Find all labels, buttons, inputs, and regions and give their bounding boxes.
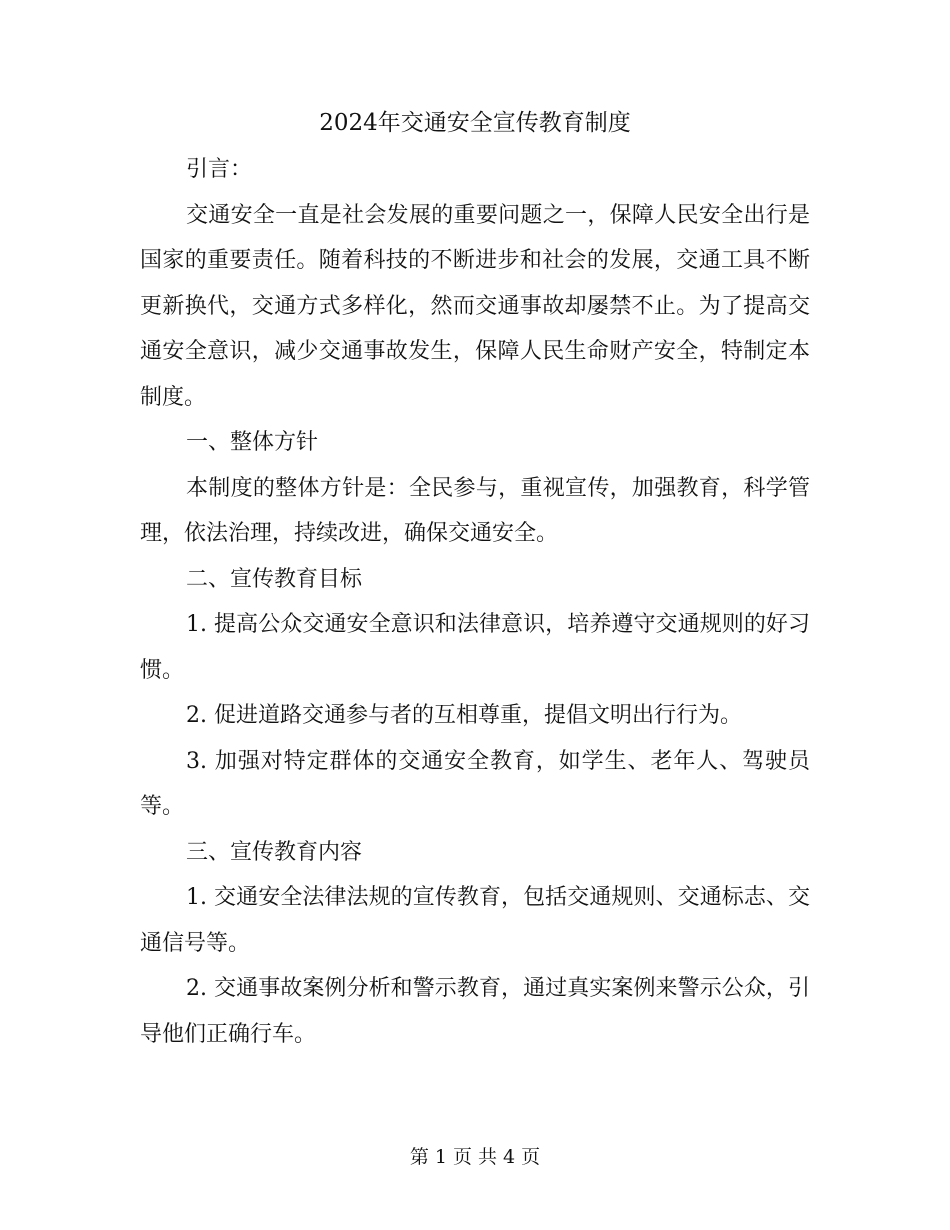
- list-item: 1. 交通安全法律法规的宣传教育，包括交通规则、交通标志、交通信号等。: [140, 885, 810, 956]
- section-heading-3: 三、宣传教育内容: [186, 839, 363, 865]
- list-item: 2. 促进道路交通参与者的互相尊重，提倡文明出行行为。: [186, 703, 742, 728]
- list-item: 2. 交通事故案例分析和警示教育，通过真实案例来警示公众，引导他们正确行车。: [140, 976, 810, 1047]
- document-body: [140, 147, 810, 1057]
- page-footer: 第 1 页 共 4 页: [409, 1146, 541, 1168]
- document-title: 2024年交通安全宣传教育制度: [319, 110, 631, 136]
- section-heading-2: 二、宣传教育目标: [186, 566, 363, 592]
- intro-paragraph: 交通安全一直是社会发展的重要问题之一，保障人民安全出行是国家的重要责任。随着科技的不断进步和社会的发展，交通工具不断更新换代，交通方式多样化，然而交通事故却屡禁不止。为了提高交通安全意识，减少交通事故发生，保障人民生命财产安全，特制定本制度。: [140, 202, 810, 410]
- section-heading-1: 一、整体方针: [186, 430, 319, 455]
- list-item: 1. 提高公众交通安全意识和法律意识，培养遵守交通规则的好习惯。: [140, 612, 810, 683]
- section-paragraph-1: 本制度的整体方针是：全民参与，重视宣传，加强教育，科学管理，依法治理，持续改进，确保交通安全。: [140, 475, 810, 546]
- list-item: 3. 加强对特定群体的交通安全教育，如学生、老年人、驾驶员等。: [140, 748, 810, 819]
- intro-heading: 引言：: [186, 157, 253, 182]
